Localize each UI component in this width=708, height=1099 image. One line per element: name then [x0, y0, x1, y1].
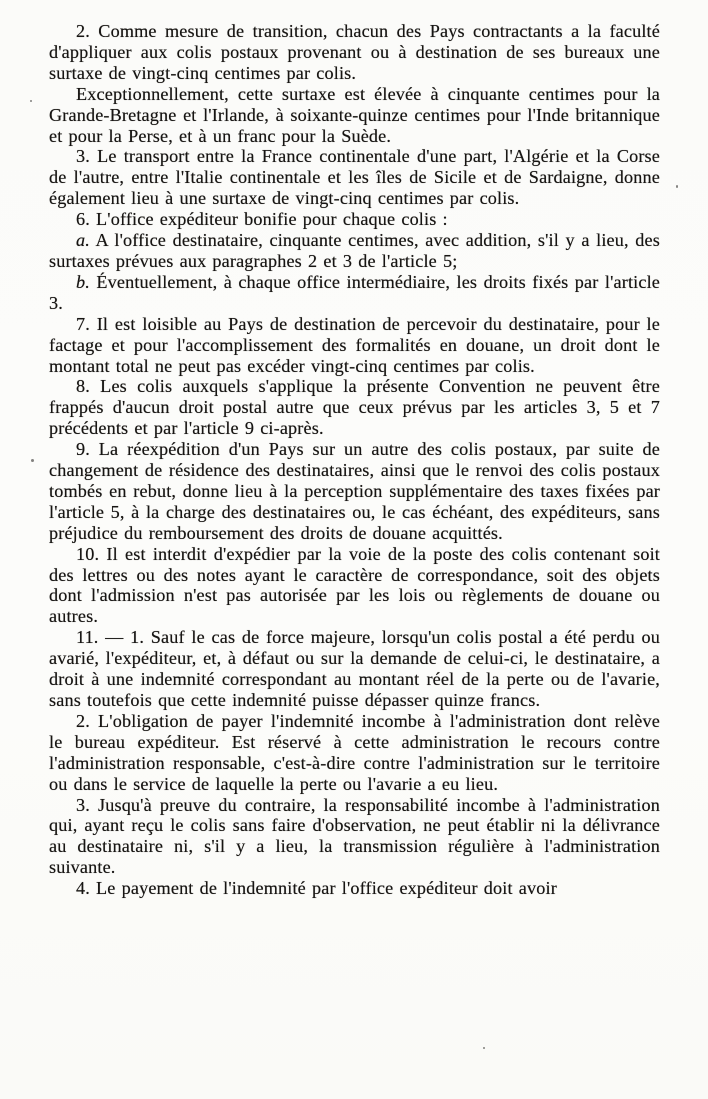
scan-speck — [30, 100, 32, 102]
scan-speck — [676, 185, 678, 188]
paragraph-article-11-4-partial: 4. Le payement de l'indemnité par l'office expéditeur doit avoir — [76, 878, 557, 899]
paragraph-article-11-1: 11. — 1. Sauf le cas de force majeure, lorsqu'un colis postal a été perdu ou avarié, l'expéditeur, et, à défaut ou sur la demande de celui-ci, le destinataire, a droit à une indemnité correspondant au montant réel de la perte ou de l'avarie, sans toutefois que cette indemnité puisse dépasser quinze francs. — [49, 627, 660, 710]
paragraph-article-6-b: b. Éventuellement, à chaque office intermédiaire, les droits fixés par l'article 3. — [49, 271, 660, 313]
paragraph-article-3: 3. Le transport entre la France continentale d'une part, l'Algérie et la Corse de l'autre, entre l'Italie continentale et les îles de Sicile et de Sardaigne, donne également lieu à une surtaxe de vingt-cinq centimes par colis. — [49, 146, 660, 209]
scan-speck — [31, 459, 34, 462]
paragraph-article-2-exception: Exceptionnellement, cette surtaxe est élevée à cinquante centimes pour la Grande-Bretagne et l'Irlande, à soixante-quinze centimes pour l'Inde britannique et pour la Perse, et à un franc pour la Suède. — [49, 83, 660, 146]
paragraph-article-8: 8. Les colis auxquels s'applique la présente Convention ne peuvent être frappés d'aucun droit postal autre que ceux prévus par les articles 3, 5 et 7 précédents et par l'article 9 ci-après. — [49, 376, 660, 439]
paragraph-article-6-intro: 6. L'office expéditeur bonifie pour chaque colis : — [76, 209, 448, 230]
scan-speck — [483, 1047, 485, 1049]
paragraph-article-6-a: a. A l'office destinataire, cinquante centimes, avec addition, s'il y a lieu, des surtaxes prévues aux paragraphes 2 et 3 de l'article 5; — [49, 230, 660, 271]
paragraph-article-11-2: 2. L'obligation de payer l'indemnité incombe à l'administration dont relève le bureau expéditeur. Est réservé à cette administration le recours contre l'administration responsable, c'est-à-dire contre l'administration sur le territoire ou dans le service de laquelle la perte ou l'avarie a eu lieu. — [49, 710, 660, 794]
paragraph-article-11-3: 3. Jusqu'à preuve du contraire, la responsabilité incombe à l'administration qui, ayant reçu le colis sans faire d'observation, ne peut établir ni la délivrance au destinataire ni, s'il y a lieu, la transmission régulière à l'administration suivante. — [49, 794, 660, 878]
paragraph-article-10: 10. Il est interdit d'expédier par la voie de la poste des colis contenant soit des lettres ou des notes ayant le caractère de correspondance, soit des objets dont l'admission n'est pas autorisée par les lois ou règlements de douane ou autres. — [49, 543, 660, 627]
paragraph-article-2: 2. Comme mesure de transition, chacun des Pays contractants a la faculté d'appliquer aux colis postaux provenant ou à destination de ses bureaux une surtaxe de vingt-cinq centimes par colis. — [49, 21, 660, 83]
paragraph-article-9: 9. La réexpédition d'un Pays sur un autre des colis postaux, par suite de changement de résidence des destinataires, ainsi que le renvoi des colis postaux tombés en rebut, donne lieu à la perception supplémentaire des taxes fixées par l'article 5, à la charge des destinataires ou, le cas échéant, des expéditeurs, sans préjudice du remboursement des droits de douane acquittés. — [49, 439, 660, 543]
page-text-block — [49, 21, 660, 899]
paragraph-article-7: 7. Il est loisible au Pays de destination de percevoir du destinataire, pour le factage et pour l'accomplissement des formalités en douane, un droit dont le montant total ne peut pas excéder vingt-cinq centimes par colis. — [49, 313, 660, 376]
